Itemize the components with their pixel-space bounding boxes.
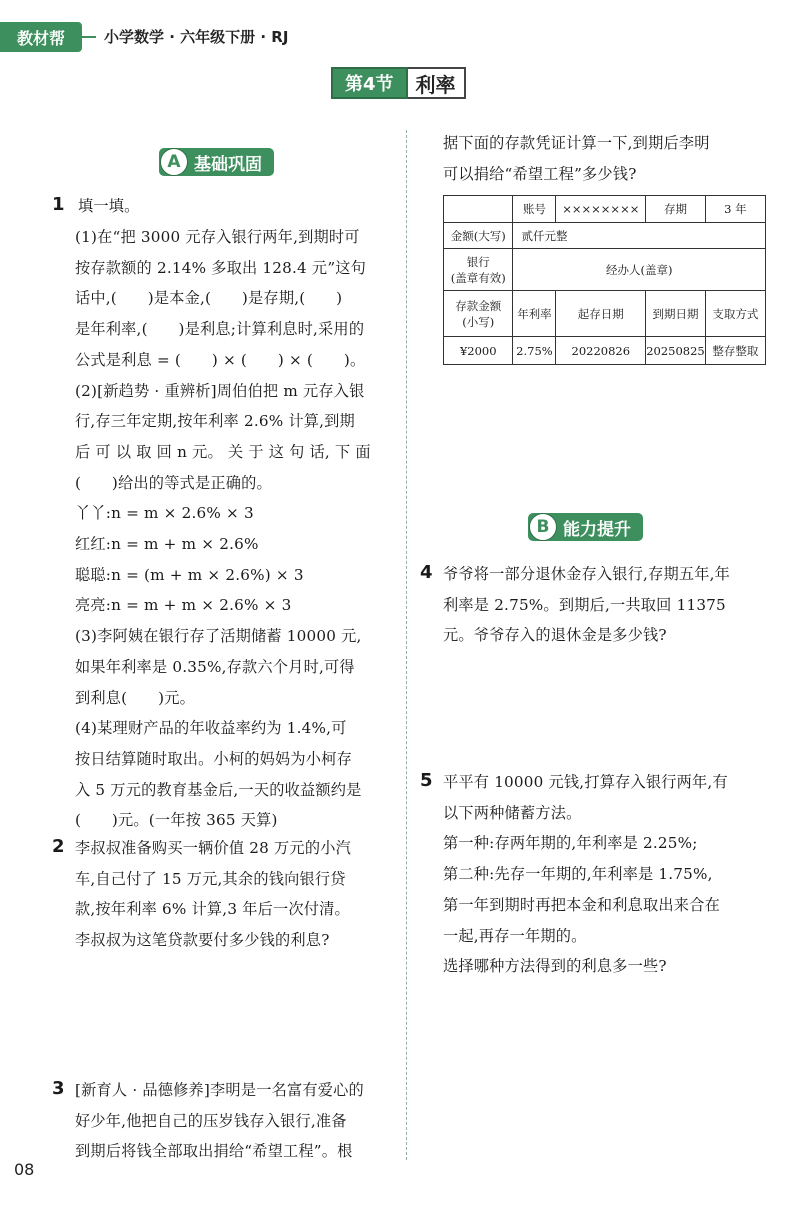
section-number: 第4节 [331, 67, 408, 99]
brand-divider [82, 36, 96, 38]
q2-line: 款,按年利率 6% 计算,3 年后一次付清。 [75, 900, 350, 919]
voucher-end-label: 到期日期 [646, 291, 706, 337]
q2-line: 李叔叔准备购买一辆价值 28 万元的小汽 [75, 839, 351, 857]
q1-line: 入 5 万元的教育基金后,一天的收益额约是 [75, 780, 362, 799]
voucher-amount-small-label-line1: 存款金额 [455, 298, 502, 313]
voucher-account-label: 账号 [513, 196, 556, 223]
page-number: 08 [14, 1160, 35, 1179]
q5-line: 平平有 10000 元钱,打算存入银行两年,有 [443, 773, 728, 791]
brand-tab: 教材帮 [0, 22, 82, 52]
question-2-number: 2 [52, 836, 65, 857]
q1-line: 亮亮:n = m + m × 2.6% × 3 [75, 596, 292, 615]
voucher-agent: 经办人(盖章) [513, 249, 766, 291]
part-b-letter: B [529, 513, 557, 541]
q1-line: 红红:n = m + m × 2.6% [75, 535, 259, 554]
q3-cont-line: 据下面的存款凭证计算一下,到期后李明 [443, 134, 710, 152]
voucher-amount-small-label-line2: (小写) [462, 314, 495, 329]
q1-line: 如果年利率是 0.35%,存款六个月时,可得 [75, 657, 355, 676]
question-5-body [443, 767, 728, 982]
part-b-badge [528, 513, 643, 541]
q1-line: (3)李阿姨在银行存了活期储蓄 10000 元, [75, 627, 362, 646]
q1-line: 公式是利息 = ( ) × ( ) × ( )。 [75, 350, 366, 369]
part-a-title: 基础巩固 [194, 154, 262, 175]
question-4-number: 4 [420, 562, 433, 583]
q4-line: 元。爷爷存入的退休金是多少钱? [443, 626, 667, 645]
voucher-account-value: ×××××××× [556, 196, 646, 223]
q1-line: (2)[新趋势 · 重辨析]周伯伯把 m 元存入银 [75, 381, 365, 400]
q5-line: 一起,再存一年期的。 [443, 926, 587, 945]
q1-line: (1)在“把 3000 元存入银行两年,到期时可 [75, 228, 360, 246]
q2-line: 李叔叔为这笔贷款要付多少钱的利息? [75, 931, 330, 950]
question-1-body [75, 222, 371, 836]
q1-line: 行,存三年定期,按年利率 2.6% 计算,到期 [75, 412, 355, 431]
q2-line: 车,自己付了 15 万元,其余的钱向银行贷 [75, 869, 346, 888]
q5-line: 第一年到期时再把本金和利息取出来合在 [443, 895, 720, 914]
part-a-letter: A [160, 148, 188, 176]
q1-line: 丫丫:n = m × 2.6% × 3 [75, 504, 254, 523]
q1-line: 到利息( )元。 [75, 688, 195, 707]
voucher-bank-label [444, 249, 513, 291]
q1-line: 是年利率,( )是利息;计算利息时,采用的 [75, 320, 365, 339]
q1-line: 话中,( )是本金,( )是存期,( ) [75, 289, 343, 308]
voucher-term-label: 存期 [646, 196, 706, 223]
part-a-badge [159, 148, 274, 176]
voucher-bank-label-line2: (盖章有效) [450, 270, 506, 285]
q5-line: 第一种:存两年期的,年利率是 2.25%; [443, 834, 698, 853]
part-b-title: 能力提升 [563, 519, 631, 540]
voucher-amount-big-value: 贰仟元整 [513, 223, 766, 249]
question-2-body [75, 833, 351, 956]
voucher-amount-small-label [444, 291, 513, 337]
voucher-method-value: 整存整取 [705, 337, 765, 365]
q3-cont-line: 可以捐给“希望工程”多少钱? [443, 164, 637, 183]
q1-line: 聪聪:n = (m + m × 2.6%) × 3 [75, 565, 304, 584]
voucher-method-label: 支取方式 [705, 291, 765, 337]
voucher-empty-cell [444, 196, 513, 223]
q5-line: 以下两种储蓄方法。 [443, 803, 582, 822]
book-title: 小学数学 · 六年级下册 · RJ [104, 28, 289, 46]
voucher-bank-label-line1: 银行 [466, 254, 490, 269]
voucher-start-label: 起存日期 [556, 291, 646, 337]
q1-line: ( )给出的等式是正确的。 [75, 473, 272, 492]
q5-line: 选择哪种方法得到的利息多一些? [443, 957, 667, 976]
question-1-title: 填一填。 [78, 197, 140, 215]
deposit-voucher [443, 195, 766, 365]
question-1-number: 1 [52, 194, 65, 215]
question-3-number: 3 [52, 1078, 65, 1099]
section-name: 利率 [408, 67, 466, 99]
q5-line: 第二种:先存一年期的,年利率是 1.75%, [443, 865, 713, 884]
voucher-rate-label: 年利率 [513, 291, 556, 337]
q3-line: 到期后将钱全部取出捐给“希望工程”。根 [75, 1142, 353, 1161]
q1-line: 按日结算随时取出。小柯的妈妈为小柯存 [75, 749, 352, 768]
column-divider [406, 130, 407, 1160]
q3-line: 好少年,他把自己的压岁钱存入银行,准备 [75, 1111, 347, 1130]
voucher-amount-small-value: ¥2000 [444, 337, 513, 365]
q1-line: ( )元。(一年按 365 天算) [75, 811, 278, 830]
q1-line: 按存款额的 2.14% 多取出 128.4 元”这句 [75, 258, 367, 277]
voucher-end-value: 20250825 [646, 337, 706, 365]
question-3-body [75, 1075, 364, 1167]
q4-line: 爷爷将一部分退休金存入银行,存期五年,年 [443, 565, 731, 583]
voucher-term-value: 3 年 [705, 196, 765, 223]
question-3-continued [443, 128, 710, 189]
voucher-start-value: 20220826 [556, 337, 646, 365]
q1-line: 后 可 以 取 回 n 元。 关 于 这 句 话, 下 面 [75, 442, 371, 461]
voucher-amount-big-label: 金额(大写) [444, 223, 513, 249]
section-heading [331, 67, 466, 99]
question-4-body [443, 559, 730, 651]
voucher-rate-value: 2.75% [513, 337, 556, 365]
question-5-number: 5 [420, 770, 433, 791]
q3-line: [新育人 · 品德修养]李明是一名富有爱心的 [75, 1081, 364, 1099]
q4-line: 利率是 2.75%。到期后,一共取回 11375 [443, 595, 726, 614]
q1-line: (4)某理财产品的年收益率约为 1.4%,可 [75, 719, 347, 738]
